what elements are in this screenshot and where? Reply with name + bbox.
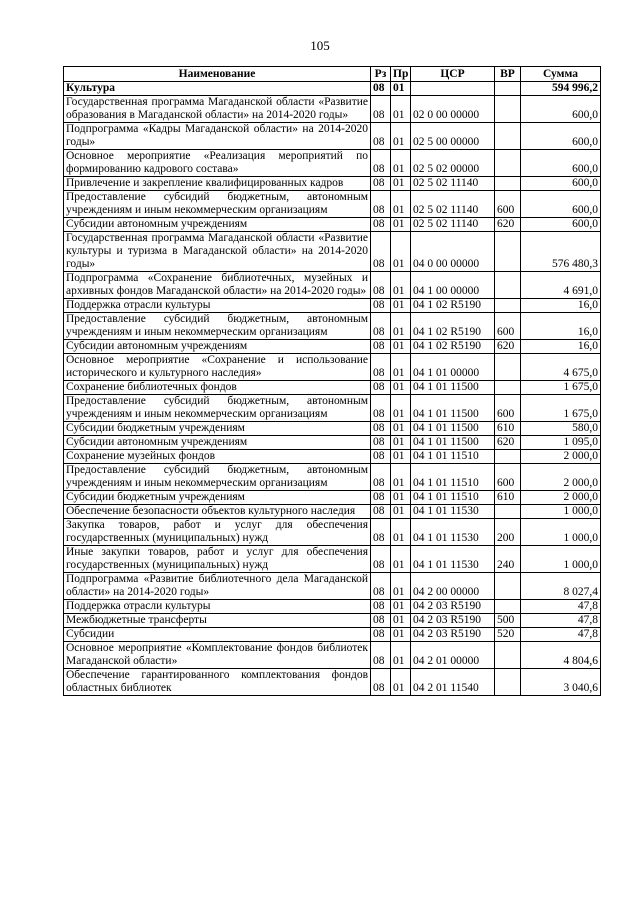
row-name: Иные закупки товаров, работ и услуг для обеспечения государственных (муниципальных) нужд: [64, 546, 371, 573]
row-vr: [495, 123, 521, 150]
row-name: Культура: [64, 82, 371, 96]
row-sum: 1 000,0: [521, 505, 601, 519]
row-sum: 4 804,6: [521, 642, 601, 669]
row-sum: 47,8: [521, 614, 601, 628]
table-row: [64, 436, 601, 450]
row-sum: 1 095,0: [521, 436, 601, 450]
table-row: [64, 340, 601, 354]
row-vr: [495, 354, 521, 381]
row-sum: 600,0: [521, 123, 601, 150]
row-name: Субсидии: [64, 628, 371, 642]
row-sum: 4 691,0: [521, 272, 601, 299]
table-row: [64, 299, 601, 313]
row-csr: 04 0 00 00000: [411, 232, 495, 272]
row-vr: [495, 381, 521, 395]
row-csr: 02 0 00 00000: [411, 96, 495, 123]
table-row: [64, 218, 601, 232]
row-csr: 04 1 01 11500: [411, 395, 495, 422]
row-csr: 02 5 02 11140: [411, 191, 495, 218]
row-vr: 610: [495, 422, 521, 436]
table-row: [64, 82, 601, 96]
page-number: 105: [310, 38, 330, 53]
row-pr: 01: [391, 232, 411, 272]
row-csr: 02 5 02 00000: [411, 150, 495, 177]
row-sum: 16,0: [521, 299, 601, 313]
row-vr: 620: [495, 436, 521, 450]
row-rz: 08: [371, 519, 391, 546]
row-csr: 02 5 02 11140: [411, 177, 495, 191]
row-name: Поддержка отрасли культуры: [64, 600, 371, 614]
row-rz: 08: [371, 340, 391, 354]
row-name: Субсидии автономным учреждениям: [64, 436, 371, 450]
row-csr: 04 2 03 R5190: [411, 614, 495, 628]
row-sum: 47,8: [521, 628, 601, 642]
row-pr: 01: [391, 669, 411, 696]
row-rz: 08: [371, 381, 391, 395]
row-pr: 01: [391, 82, 411, 96]
row-sum: 3 040,6: [521, 669, 601, 696]
row-name: Сохранение библиотечных фондов: [64, 381, 371, 395]
row-pr: 01: [391, 519, 411, 546]
row-name: Предоставление субсидий бюджетным, автономным учреждениям и иным некоммерческим организациям: [64, 395, 371, 422]
table-row: [64, 422, 601, 436]
row-rz: 08: [371, 96, 391, 123]
row-csr: 04 1 01 11510: [411, 491, 495, 505]
table-row: [64, 573, 601, 600]
row-vr: [495, 600, 521, 614]
row-rz: 08: [371, 232, 391, 272]
table-row: [64, 450, 601, 464]
row-vr: [495, 232, 521, 272]
header-pr: Пр: [391, 67, 411, 82]
row-pr: 01: [391, 505, 411, 519]
row-rz: 08: [371, 299, 391, 313]
row-pr: 01: [391, 96, 411, 123]
row-sum: 600,0: [521, 150, 601, 177]
row-vr: [495, 669, 521, 696]
row-vr: [495, 505, 521, 519]
row-name: Основное мероприятие «Сохранение и использование исторического и культурного наследия»: [64, 354, 371, 381]
row-pr: 01: [391, 340, 411, 354]
row-vr: [495, 450, 521, 464]
row-csr: 04 2 03 R5190: [411, 600, 495, 614]
row-csr: 04 1 01 11500: [411, 381, 495, 395]
budget-table: [63, 66, 601, 696]
row-csr: 04 1 01 11510: [411, 464, 495, 491]
table-row: [64, 464, 601, 491]
row-vr: 600: [495, 395, 521, 422]
table-row: [64, 669, 601, 696]
row-rz: 08: [371, 614, 391, 628]
row-sum: 47,8: [521, 600, 601, 614]
row-rz: 08: [371, 573, 391, 600]
table-row: [64, 354, 601, 381]
row-rz: 08: [371, 313, 391, 340]
row-name: Субсидии автономным учреждениям: [64, 340, 371, 354]
row-vr: [495, 177, 521, 191]
row-csr: 02 5 00 00000: [411, 123, 495, 150]
table-row: [64, 232, 601, 272]
row-pr: 01: [391, 191, 411, 218]
row-csr: 04 1 02 R5190: [411, 340, 495, 354]
row-pr: 01: [391, 436, 411, 450]
row-csr: 04 1 02 R5190: [411, 313, 495, 340]
row-rz: 08: [371, 491, 391, 505]
row-name: Субсидии бюджетным учреждениям: [64, 491, 371, 505]
row-pr: 01: [391, 354, 411, 381]
row-pr: 01: [391, 628, 411, 642]
row-pr: 01: [391, 450, 411, 464]
row-pr: 01: [391, 614, 411, 628]
row-sum: 2 000,0: [521, 491, 601, 505]
row-rz: 08: [371, 123, 391, 150]
row-pr: 01: [391, 573, 411, 600]
header-name: Наименование: [64, 67, 371, 82]
row-name: Предоставление субсидий бюджетным, автономным учреждениям и иным некоммерческим организациям: [64, 464, 371, 491]
row-vr: 200: [495, 519, 521, 546]
row-sum: 600,0: [521, 96, 601, 123]
row-pr: 01: [391, 381, 411, 395]
row-csr: 04 1 01 11530: [411, 505, 495, 519]
row-sum: 4 675,0: [521, 354, 601, 381]
table-row: [64, 191, 601, 218]
row-vr: 610: [495, 491, 521, 505]
row-sum: 8 027,4: [521, 573, 601, 600]
row-rz: 08: [371, 628, 391, 642]
row-rz: 08: [371, 600, 391, 614]
row-sum: 1 000,0: [521, 546, 601, 573]
row-name: Обеспечение гарантированного комплектования фондов областных библиотек: [64, 669, 371, 696]
row-rz: 08: [371, 642, 391, 669]
row-vr: 600: [495, 191, 521, 218]
row-name: Привлечение и закрепление квалифицированных кадров: [64, 177, 371, 191]
header-sum: Сумма: [521, 67, 601, 82]
row-sum: 580,0: [521, 422, 601, 436]
row-rz: 08: [371, 82, 391, 96]
row-pr: 01: [391, 313, 411, 340]
row-vr: 500: [495, 614, 521, 628]
table-row: [64, 505, 601, 519]
row-sum: 1 675,0: [521, 381, 601, 395]
row-sum: 600,0: [521, 218, 601, 232]
row-rz: 08: [371, 177, 391, 191]
table-row: [64, 272, 601, 299]
row-vr: [495, 299, 521, 313]
table-row: [64, 177, 601, 191]
row-name: Субсидии бюджетным учреждениям: [64, 422, 371, 436]
header-rz: Рз: [371, 67, 391, 82]
row-vr: 520: [495, 628, 521, 642]
row-pr: 01: [391, 600, 411, 614]
row-rz: 08: [371, 450, 391, 464]
header-csr: ЦСР: [411, 67, 495, 82]
row-rz: 08: [371, 150, 391, 177]
row-pr: 01: [391, 177, 411, 191]
row-pr: 01: [391, 150, 411, 177]
row-rz: 08: [371, 272, 391, 299]
row-csr: 04 2 01 11540: [411, 669, 495, 696]
row-sum: 2 000,0: [521, 450, 601, 464]
row-rz: 08: [371, 218, 391, 232]
row-rz: 08: [371, 505, 391, 519]
row-pr: 01: [391, 218, 411, 232]
table-row: [64, 600, 601, 614]
row-sum: 16,0: [521, 340, 601, 354]
row-name: Поддержка отрасли культуры: [64, 299, 371, 313]
row-name: Субсидии автономным учреждениям: [64, 218, 371, 232]
row-csr: [411, 82, 495, 96]
row-name: Государственная программа Магаданской области «Развитие культуры и туризма в Магаданской области» на 2014-2020 годы»: [64, 232, 371, 272]
table-header-row: [64, 67, 601, 82]
table-row: [64, 381, 601, 395]
row-pr: 01: [391, 491, 411, 505]
row-sum: 576 480,3: [521, 232, 601, 272]
table-row: [64, 313, 601, 340]
table-row: [64, 491, 601, 505]
table-body: [64, 82, 601, 696]
row-rz: 08: [371, 669, 391, 696]
row-vr: 600: [495, 313, 521, 340]
row-rz: 08: [371, 546, 391, 573]
row-name: Основное мероприятие «Реализация мероприятий по формированию кадрового состава»: [64, 150, 371, 177]
row-rz: 08: [371, 436, 391, 450]
row-csr: 04 1 01 11500: [411, 422, 495, 436]
row-csr: 04 1 01 00000: [411, 354, 495, 381]
row-vr: 620: [495, 340, 521, 354]
row-csr: 04 1 01 11500: [411, 436, 495, 450]
row-csr: 04 2 01 00000: [411, 642, 495, 669]
row-pr: 01: [391, 546, 411, 573]
row-pr: 01: [391, 123, 411, 150]
row-vr: 240: [495, 546, 521, 573]
table-row: [64, 614, 601, 628]
table-row: [64, 96, 601, 123]
row-vr: [495, 96, 521, 123]
table-row: [64, 150, 601, 177]
row-csr: 04 1 00 00000: [411, 272, 495, 299]
row-rz: 08: [371, 395, 391, 422]
table-row: [64, 395, 601, 422]
row-name: Межбюджетные трансферты: [64, 614, 371, 628]
table-row: [64, 519, 601, 546]
row-vr: [495, 573, 521, 600]
row-pr: 01: [391, 422, 411, 436]
row-name: Предоставление субсидий бюджетным, автономным учреждениям и иным некоммерческим организациям: [64, 313, 371, 340]
row-vr: [495, 82, 521, 96]
row-rz: 08: [371, 422, 391, 436]
row-vr: [495, 150, 521, 177]
row-vr: 620: [495, 218, 521, 232]
row-csr: 04 2 03 R5190: [411, 628, 495, 642]
row-pr: 01: [391, 464, 411, 491]
row-name: Подпрограмма «Кадры Магаданской области» на 2014-2020 годы»: [64, 123, 371, 150]
row-pr: 01: [391, 395, 411, 422]
row-vr: [495, 642, 521, 669]
row-rz: 08: [371, 354, 391, 381]
row-pr: 01: [391, 272, 411, 299]
row-name: Государственная программа Магаданской области «Развитие образования в Магаданской области» на 2014-2020 годы»: [64, 96, 371, 123]
row-name: Закупка товаров, работ и услуг для обеспечения государственных (муниципальных) нужд: [64, 519, 371, 546]
row-pr: 01: [391, 642, 411, 669]
table-row: [64, 628, 601, 642]
row-sum: 1 000,0: [521, 519, 601, 546]
row-name: Предоставление субсидий бюджетным, автономным учреждениям и иным некоммерческим организациям: [64, 191, 371, 218]
row-vr: [495, 272, 521, 299]
row-csr: 04 2 00 00000: [411, 573, 495, 600]
row-csr: 02 5 02 11140: [411, 218, 495, 232]
row-vr: 600: [495, 464, 521, 491]
row-sum: 600,0: [521, 191, 601, 218]
table-row: [64, 546, 601, 573]
table-row: [64, 123, 601, 150]
row-csr: 04 1 01 11510: [411, 450, 495, 464]
row-sum: 16,0: [521, 313, 601, 340]
row-name: Основное мероприятие «Комплектование фондов библиотек Магаданской области»: [64, 642, 371, 669]
row-sum: 594 996,2: [521, 82, 601, 96]
header-vr: ВР: [495, 67, 521, 82]
row-pr: 01: [391, 299, 411, 313]
row-sum: 1 675,0: [521, 395, 601, 422]
row-name: Подпрограмма «Развитие библиотечного дела Магаданской области» на 2014-2020 годы»: [64, 573, 371, 600]
row-name: Обеспечение безопасности объектов культурного наследия: [64, 505, 371, 519]
row-sum: 600,0: [521, 177, 601, 191]
row-csr: 04 1 01 11530: [411, 519, 495, 546]
row-rz: 08: [371, 191, 391, 218]
row-name: Подпрограмма «Сохранение библиотечных, музейных и архивных фондов Магаданской области» на 2014-2020 годы»: [64, 272, 371, 299]
table-row: [64, 642, 601, 669]
row-sum: 2 000,0: [521, 464, 601, 491]
row-name: Сохранение музейных фондов: [64, 450, 371, 464]
row-csr: 04 1 02 R5190: [411, 299, 495, 313]
row-csr: 04 1 01 11530: [411, 546, 495, 573]
row-rz: 08: [371, 464, 391, 491]
